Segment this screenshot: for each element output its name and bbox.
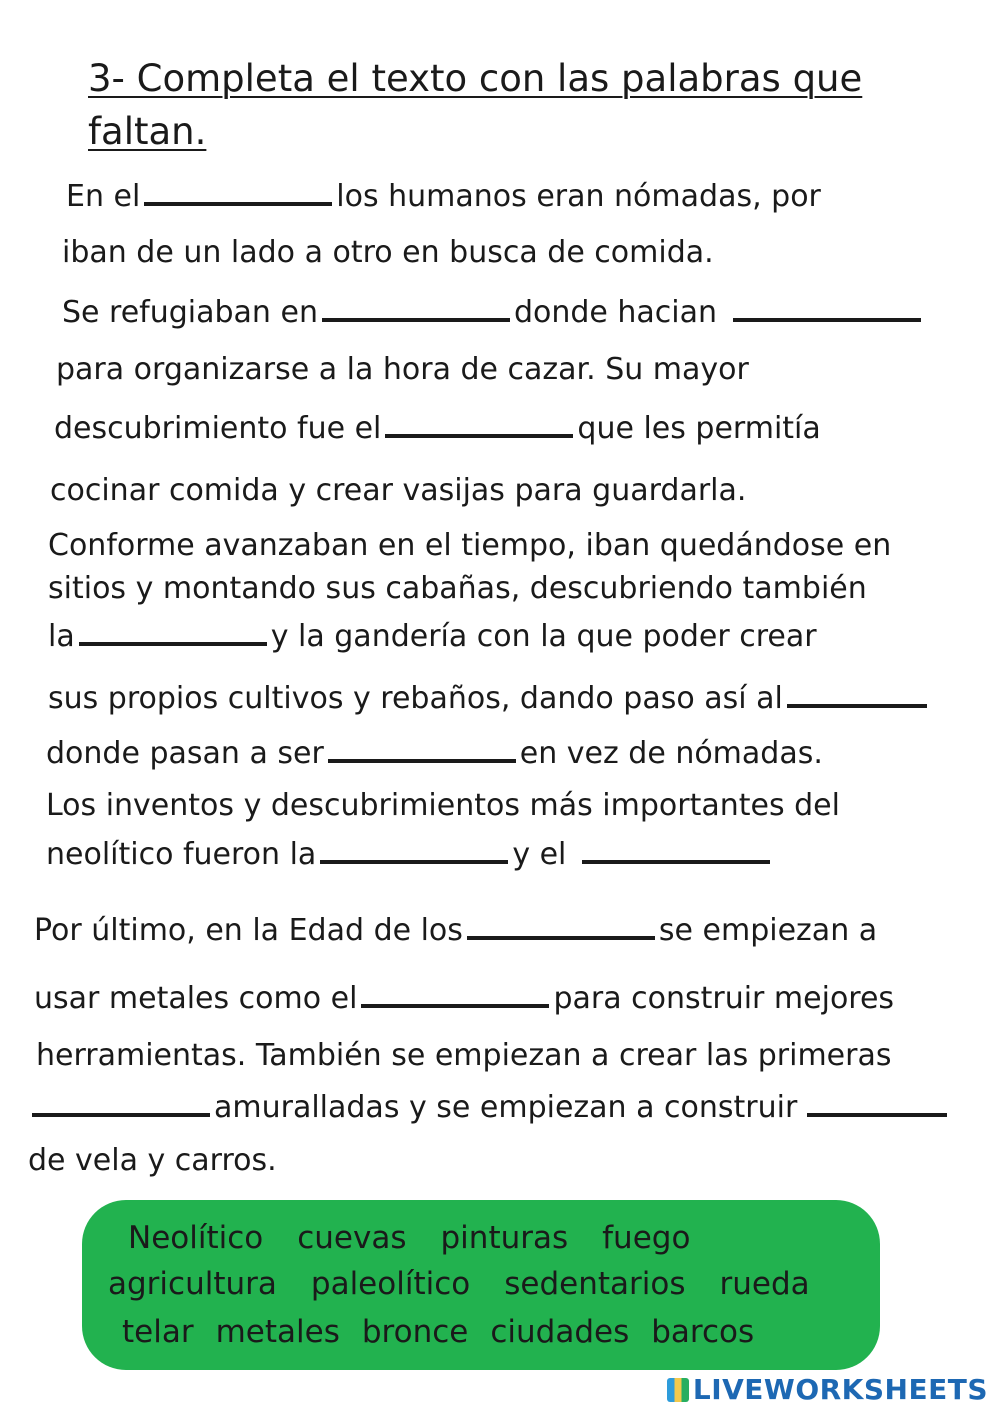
text-line <box>54 404 821 449</box>
line-text: cocinar comida y crear vasijas para guardarla. <box>50 473 747 508</box>
answer-blank-8[interactable] <box>320 830 508 864</box>
word-bank-word: cuevas <box>297 1220 407 1256</box>
word-bank-word: barcos <box>651 1314 755 1350</box>
word-bank-word: bronce <box>361 1314 469 1350</box>
line-text: los humanos eran nómadas, por <box>336 179 821 214</box>
word-bank-word: Neolítico <box>128 1220 264 1256</box>
liveworksheets-logo[interactable] <box>667 1372 988 1408</box>
text-line <box>34 974 894 1019</box>
text-line <box>56 350 749 390</box>
line-text: para organizarse a la hora de cazar. Su mayor <box>56 352 749 387</box>
line-text: donde hacian <box>513 295 718 330</box>
text-line <box>48 674 931 719</box>
answer-blank-11[interactable] <box>361 974 549 1008</box>
line-text: usar metales como el <box>34 981 358 1016</box>
line-text: sitios y montando sus cabañas, descubriendo también <box>48 571 867 606</box>
line-text: y la gandería con la que poder crear <box>270 619 817 654</box>
answer-blank-13[interactable] <box>807 1083 947 1117</box>
answer-blank-4[interactable] <box>385 404 573 438</box>
text-line <box>46 830 774 875</box>
line-text: En el <box>66 179 141 214</box>
answer-blank-9[interactable] <box>582 830 770 864</box>
word-bank-row <box>128 1218 724 1258</box>
answer-blank-2[interactable] <box>322 288 510 322</box>
line-text: la <box>48 619 75 654</box>
word-bank <box>82 1200 880 1370</box>
answer-blank-10[interactable] <box>467 906 655 940</box>
word-bank-word: agricultura <box>108 1266 277 1302</box>
word-bank-word: sedentarios <box>504 1266 686 1302</box>
text-line <box>46 729 823 774</box>
line-text: donde pasan a ser <box>46 736 324 771</box>
word-bank-row <box>108 1264 844 1304</box>
line-text: se empiezan a <box>658 913 878 948</box>
word-bank-word: rueda <box>719 1266 810 1302</box>
text-line <box>36 1036 891 1076</box>
answer-blank-6[interactable] <box>787 674 927 708</box>
word-bank-word: paleolítico <box>310 1266 471 1302</box>
text-line <box>46 786 840 826</box>
line-text: de vela y carros. <box>28 1143 277 1178</box>
text-line <box>34 906 877 951</box>
answer-blank-3[interactable] <box>733 288 921 322</box>
line-text: Por último, en la Edad de los <box>34 913 463 948</box>
answer-blank-7[interactable] <box>328 729 516 763</box>
text-line <box>48 526 891 566</box>
line-text: descubrimiento fue el <box>54 411 382 446</box>
line-text: que les permitía <box>577 411 821 446</box>
word-bank-word: metales <box>215 1314 340 1350</box>
text-line <box>48 612 817 657</box>
line-text: para construir mejores <box>553 981 895 1016</box>
line-text: Conforme avanzaban en el tiempo, iban quedándose en <box>48 528 892 563</box>
word-bank-word: ciudades <box>490 1314 630 1350</box>
line-text: iban de un lado a otro en busca de comida. <box>62 235 714 270</box>
line-text: Los inventos y descubrimientos más importantes del <box>46 788 840 823</box>
line-text: amuralladas y se empiezan a construir <box>214 1090 798 1125</box>
text-line <box>28 1141 277 1181</box>
line-text: neolítico fueron la <box>46 837 317 872</box>
word-bank-row <box>122 1312 754 1352</box>
text-line <box>62 233 714 273</box>
word-bank-word: pinturas <box>440 1220 569 1256</box>
text-line <box>66 172 821 217</box>
line-text: y el <box>512 837 567 872</box>
brand-name: LIVEWORKSHEETS <box>692 1373 988 1406</box>
answer-blank-12[interactable] <box>32 1083 210 1117</box>
line-text: Se refugiaban en <box>62 295 318 330</box>
liveworksheets-icon <box>667 1378 689 1402</box>
text-line <box>50 471 746 511</box>
page-title: 3- Completa el texto con las palabras que faltan. <box>88 57 863 153</box>
word-bank-word: fuego <box>602 1220 691 1256</box>
text-line <box>32 1083 951 1128</box>
line-text: sus propios cultivos y rebaños, dando paso así al <box>48 681 783 716</box>
answer-blank-5[interactable] <box>79 612 267 646</box>
text-line <box>48 569 867 609</box>
line-text: herramientas. También se empiezan a crear las primeras <box>36 1038 892 1073</box>
line-text: en vez de nómadas. <box>519 736 823 771</box>
text-line <box>62 288 925 333</box>
answer-blank-1[interactable] <box>144 172 332 206</box>
word-bank-word: telar <box>122 1314 194 1350</box>
